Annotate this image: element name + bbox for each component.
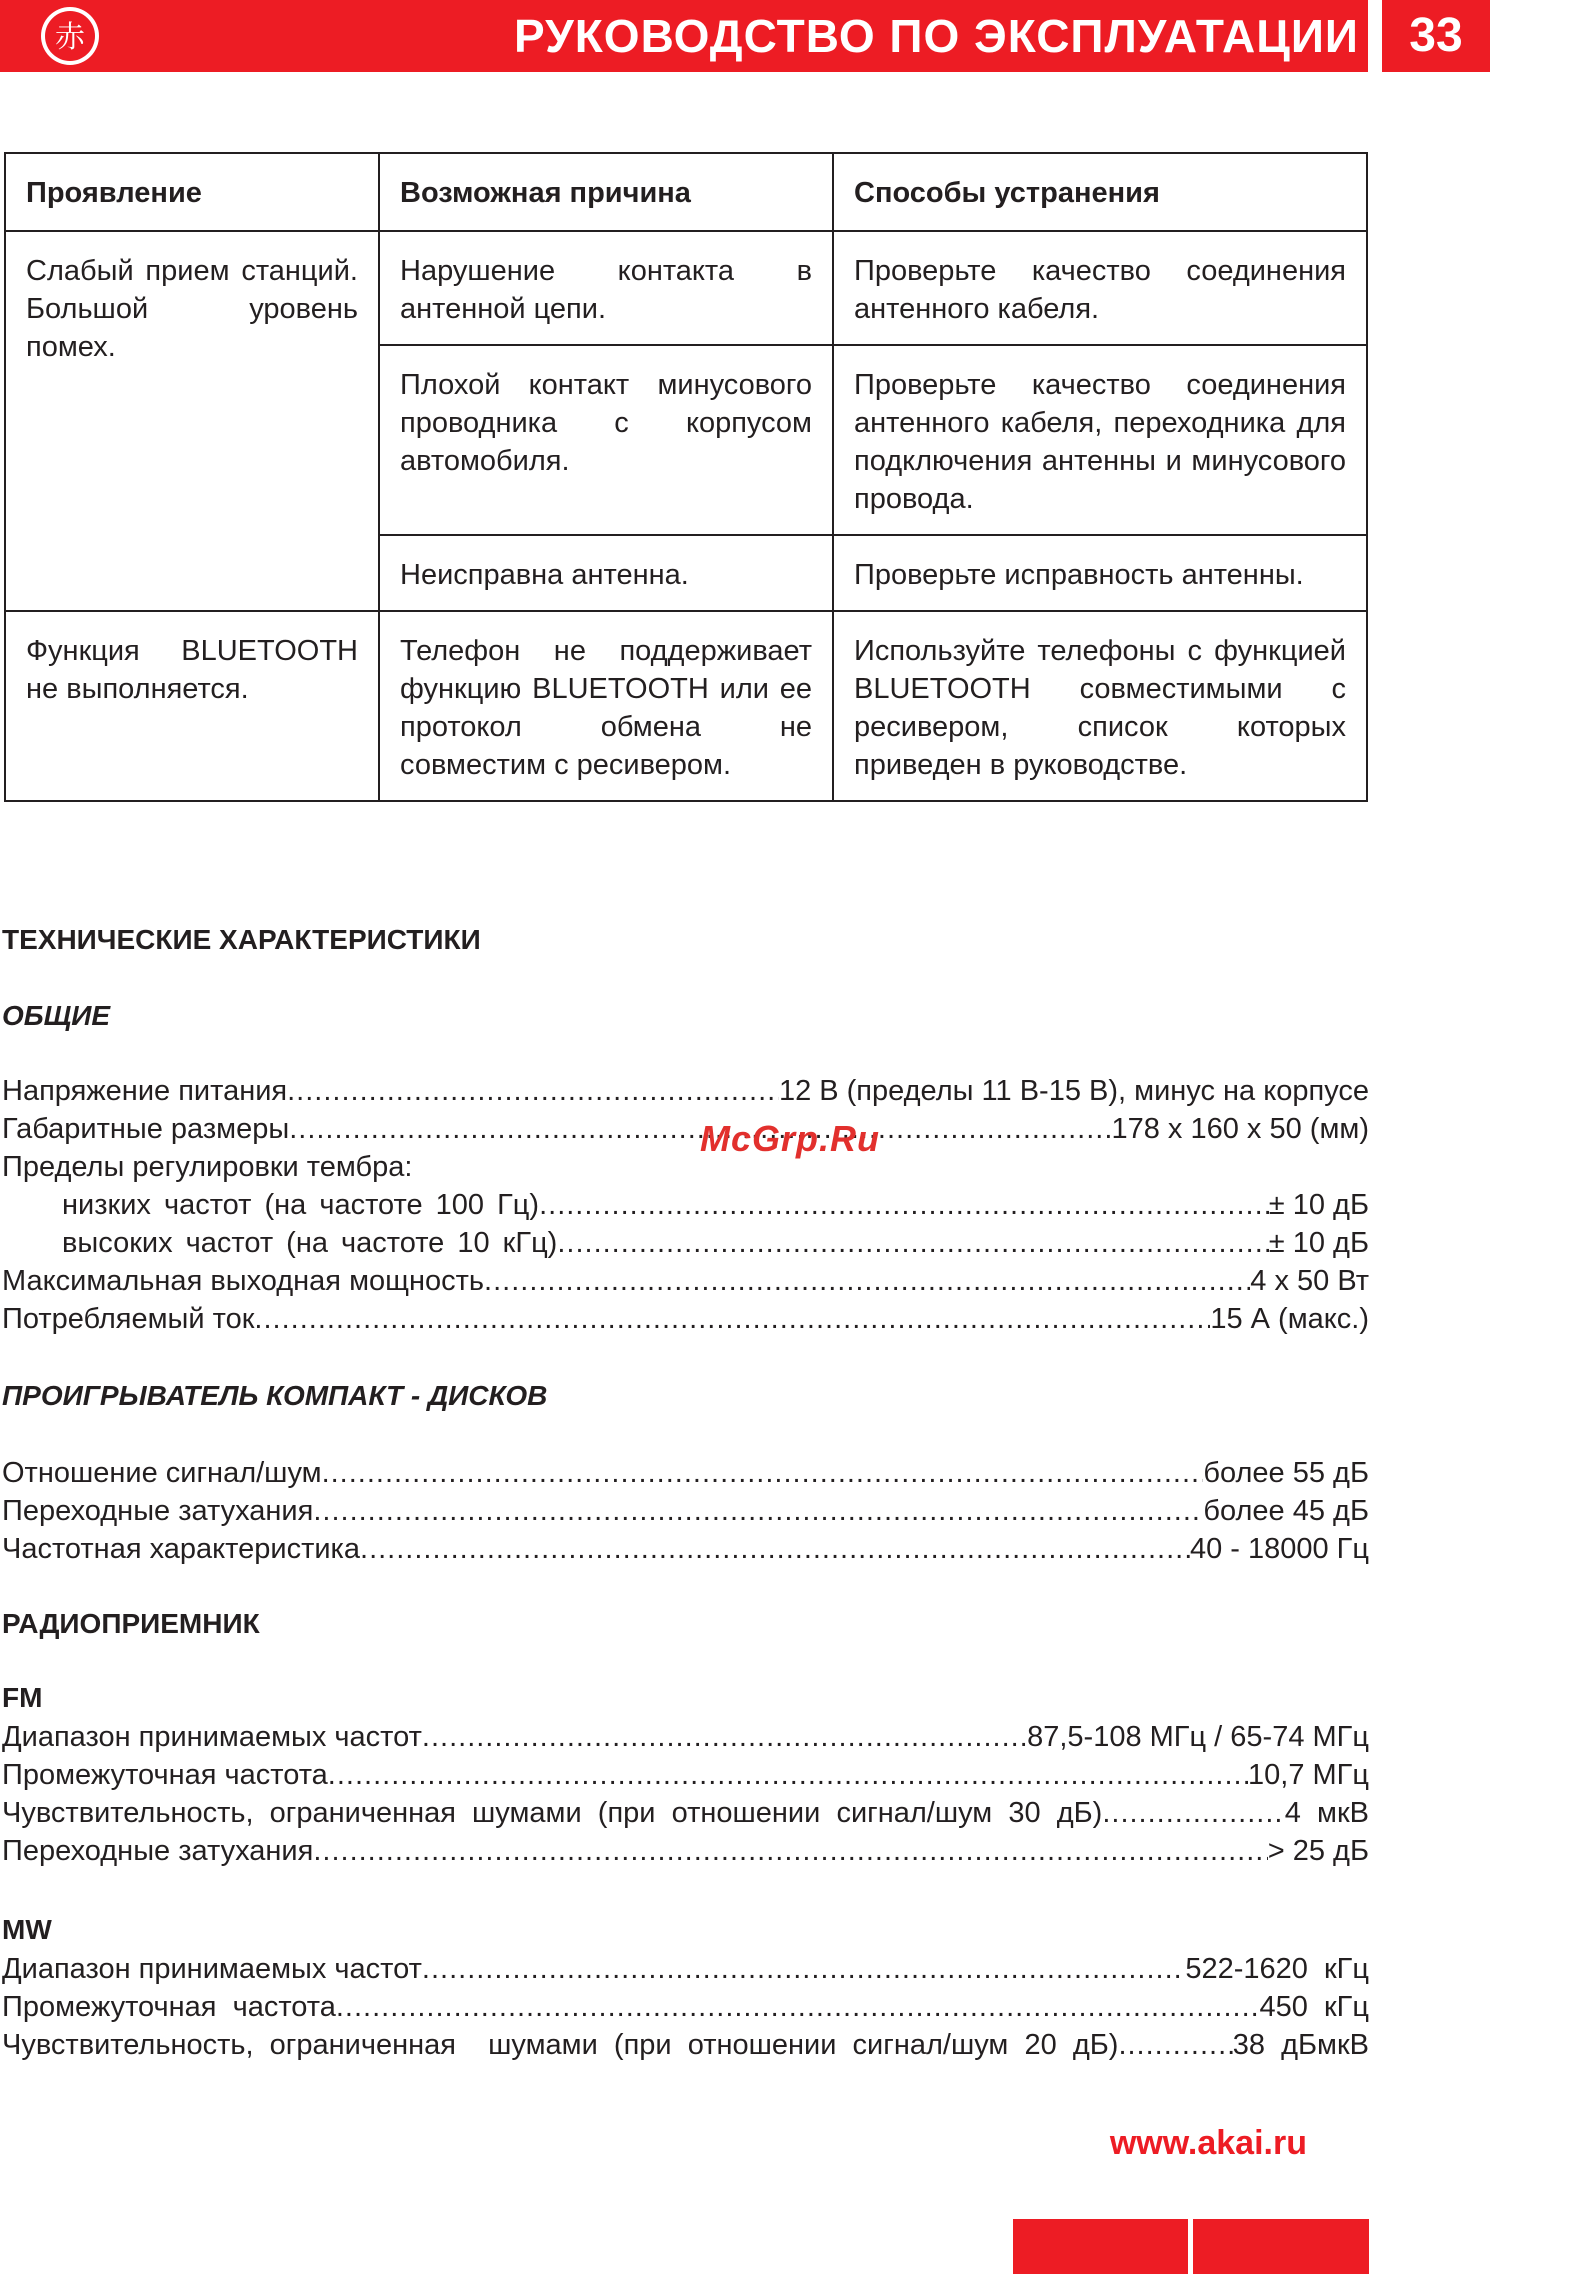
spec-row — [2, 1832, 1369, 1870]
general-heading: ОБЩИЕ — [2, 1000, 111, 1031]
column-header-cause: Возможная причина — [379, 153, 833, 231]
fix-cell: Проверьте качество соединения антенного кабеля, переходника для подключения антенны и минусового провода. — [833, 345, 1367, 535]
spec-label: Диапазон принимаемых частот — [2, 1953, 422, 1985]
cause-cell: Телефон не поддерживает функцию BLUETOOTH или ее протокол обмена не совместим с ресивером. — [379, 611, 833, 801]
spec-row — [2, 1454, 1369, 1492]
brand-logo-icon — [40, 6, 100, 66]
spec-value: ± 10 дБ — [1268, 1189, 1369, 1221]
column-header-fix: Способы устранения — [833, 153, 1367, 231]
spec-label: Частотная характеристика — [2, 1533, 361, 1565]
fix-cell: Проверьте качество соединения антенного кабеля. — [833, 231, 1367, 345]
symptom-cell: Функция BLUETOOTH не выполняется. — [5, 611, 379, 801]
spec-row — [2, 1300, 1369, 1338]
spec-label: Промежуточная частота — [2, 1991, 336, 2023]
page-header — [0, 0, 1591, 78]
spec-label: высоких частот (на частоте 10 кГц) — [62, 1227, 558, 1259]
spec-row — [2, 1988, 1369, 2026]
spec-value: более 55 дБ — [1203, 1457, 1369, 1489]
spec-label: Потребляемый ток — [2, 1303, 255, 1335]
specs-title: ТЕХНИЧЕСКИЕ ХАРАКТЕРИСТИКИ — [2, 924, 481, 955]
table-header-row — [5, 153, 1367, 231]
spec-row — [2, 1492, 1369, 1530]
troubleshooting-table — [4, 152, 1368, 802]
spec-row — [62, 1186, 1369, 1224]
spec-label: Габаритные размеры — [2, 1113, 290, 1145]
spec-value: 522-1620 кГц — [1185, 1953, 1369, 1985]
table-row — [5, 231, 1367, 345]
spec-label: Максимальная выходная мощность — [2, 1265, 485, 1297]
spec-row — [2, 1756, 1369, 1794]
spec-row — [2, 2026, 1369, 2064]
spec-row — [62, 1224, 1369, 1262]
spec-value: 450 кГц — [1259, 1991, 1369, 2023]
spec-label: Отношение сигнал/шум — [2, 1457, 322, 1489]
fm-heading: FM — [2, 1682, 43, 1713]
cd-heading: ПРОИГРЫВАТЕЛЬ КОМПАКТ - ДИСКОВ — [2, 1380, 548, 1411]
spec-value: > 25 дБ — [1267, 1835, 1369, 1867]
spec-label: Переходные затухания — [2, 1835, 314, 1867]
spec-label: Чувствительность, ограниченная шумами (при отношении сигнал/шум 20 дБ) — [2, 2029, 1119, 2061]
tone-heading: Пределы регулировки тембра: — [2, 1151, 413, 1183]
page-number: 33 — [1382, 0, 1490, 72]
spec-value: 38 дБмкВ — [1232, 2029, 1369, 2061]
symptom-cell: Слабый прием станций. Большой уровень помех. — [5, 231, 379, 611]
spec-label: Чувствительность, ограниченная шумами (при отношении сигнал/шум 30 дБ) — [2, 1797, 1103, 1829]
spec-label: Напряжение питания — [2, 1075, 288, 1107]
spec-value: 12 В (пределы 11 В-15 В), минус на корпусе — [778, 1075, 1369, 1107]
fix-cell: Используйте телефоны с функцией BLUETOOTH совместимыми с ресивером, список которых приведен в руководстве. — [833, 611, 1367, 801]
cause-cell: Нарушение контакта в антенной цепи. — [379, 231, 833, 345]
spec-value: 4 мкВ — [1284, 1797, 1369, 1829]
svg-text:赤: 赤 — [55, 20, 85, 55]
spec-row — [2, 1718, 1369, 1756]
spec-value: более 45 дБ — [1203, 1495, 1369, 1527]
spec-row — [2, 1794, 1369, 1832]
spec-value: 15 А (макс.) — [1210, 1303, 1369, 1335]
watermark: McGrp.Ru — [700, 1118, 881, 1159]
footer-bar-left — [1013, 2219, 1188, 2274]
mw-heading: MW — [2, 1914, 52, 1945]
table-row — [5, 611, 1367, 801]
website-link[interactable]: www.akai.ru — [1109, 2124, 1307, 2162]
spec-value: 10,7 МГц — [1248, 1759, 1369, 1791]
spec-row — [2, 1072, 1369, 1110]
spec-value: 40 - 18000 Гц — [1189, 1533, 1369, 1565]
spec-value: 178 x 160 x 50 (мм) — [1111, 1113, 1369, 1145]
cause-cell: Неисправна антенна. — [379, 535, 833, 611]
manual-title: РУКОВОДСТВО ПО ЭКСПЛУАТАЦИИ — [514, 10, 1359, 62]
spec-label: Переходные затухания — [2, 1495, 314, 1527]
spec-value: ± 10 дБ — [1268, 1227, 1369, 1259]
fix-cell: Проверьте исправность антенны. — [833, 535, 1367, 611]
spec-label: низких частот (на частоте 100 Гц) — [62, 1189, 540, 1221]
spec-value: 87,5-108 МГц / 65-74 МГц — [1027, 1721, 1369, 1753]
footer-bar-right — [1193, 2219, 1369, 2274]
radio-heading: РАДИОПРИЕМНИК — [2, 1608, 260, 1639]
spec-label: Промежуточная частота — [2, 1759, 328, 1791]
spec-label: Диапазон принимаемых частот — [2, 1721, 422, 1753]
spec-row — [2, 1950, 1369, 1988]
spec-row — [2, 1530, 1369, 1568]
spec-row — [2, 1110, 1369, 1148]
spec-row — [2, 1262, 1369, 1300]
column-header-symptom: Проявление — [5, 153, 379, 231]
cause-cell: Плохой контакт минусового проводника с корпусом автомобиля. — [379, 345, 833, 535]
spec-value: 4 x 50 Вт — [1250, 1265, 1369, 1297]
